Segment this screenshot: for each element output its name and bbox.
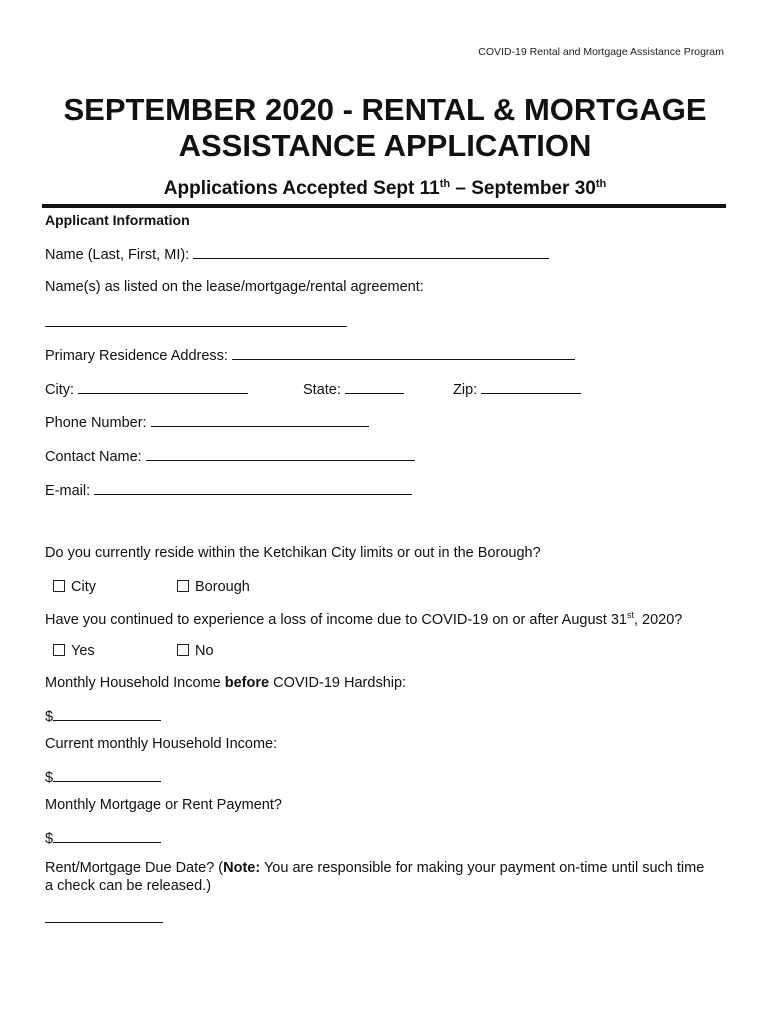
state-row (303, 379, 404, 398)
subtitle-text: Applications Accepted Sept 11 (163, 178, 440, 199)
lease-names-field[interactable] (45, 312, 347, 327)
title-line-2: ASSISTANCE APPLICATION (178, 128, 592, 163)
borough-option-label: Borough (195, 579, 250, 595)
name-field[interactable] (193, 244, 549, 259)
name-row (45, 244, 549, 263)
income-current-row (45, 767, 161, 786)
payment-label: Monthly Mortgage or Rent Payment? (45, 797, 282, 813)
yes-checkbox[interactable] (53, 644, 65, 656)
title-line-1: SEPTEMBER 2020 - RENTAL & MORTGAGE (63, 92, 707, 127)
income-current-label: Current monthly Household Income: (45, 736, 278, 752)
yes-option[interactable] (53, 643, 95, 659)
phone-row (45, 412, 369, 431)
lease-names-label: Name(s) as listed on the lease/mortgage/rental agreement: (45, 279, 424, 295)
no-option-label: No (195, 643, 214, 659)
income-current-field[interactable] (53, 767, 161, 782)
residence-question: Do you currently reside within the Ketchikan City limits or out in the Borough? (45, 545, 541, 561)
due-date-row (45, 908, 163, 927)
state-label: State: (303, 382, 341, 398)
income-loss-question (45, 610, 682, 628)
income-loss-text: Have you continued to experience a loss of income due to COVID-19 on or after August 31 (45, 612, 627, 628)
phone-label: Phone Number: (45, 415, 147, 431)
address-label: Primary Residence Address: (45, 348, 228, 364)
city-option[interactable] (53, 579, 96, 595)
income-before-field[interactable] (53, 706, 161, 721)
subtitle-sup-2: th (595, 178, 607, 190)
due-date-field[interactable] (45, 908, 163, 923)
address-row (45, 345, 575, 364)
email-field[interactable] (94, 480, 412, 495)
income-loss-sup: st (626, 610, 634, 620)
payment-row (45, 828, 161, 847)
yes-option-label: Yes (71, 643, 95, 659)
section-divider (42, 204, 726, 208)
lease-names-row (45, 312, 347, 331)
application-window-subtitle (0, 178, 770, 200)
borough-option[interactable] (177, 579, 250, 595)
zip-row (453, 379, 581, 398)
due-date-label (45, 859, 715, 895)
email-row (45, 480, 412, 499)
no-option[interactable] (177, 643, 214, 659)
name-label: Name (Last, First, MI): (45, 247, 190, 263)
payment-field[interactable] (53, 828, 161, 843)
currency-symbol: $ (45, 770, 54, 786)
due-date-text: Rent/Mortgage Due Date? ( (45, 860, 224, 876)
contact-row (45, 446, 415, 465)
no-checkbox[interactable] (177, 644, 189, 656)
address-field[interactable] (232, 345, 575, 360)
contact-field[interactable] (146, 446, 415, 461)
zip-field[interactable] (481, 379, 581, 394)
phone-field[interactable] (151, 412, 369, 427)
due-date-note: Note: (223, 860, 261, 876)
section-heading: Applicant Information (45, 212, 190, 228)
subtitle-sup-1: th (439, 178, 451, 190)
email-label: E-mail: (45, 483, 91, 499)
due-date-end: You are responsible for making your payment on-time until such time a check can be released.) (45, 860, 705, 894)
city-option-label: City (71, 579, 96, 595)
state-field[interactable] (345, 379, 404, 394)
income-loss-end: , 2020? (633, 612, 683, 628)
currency-symbol: $ (45, 709, 54, 725)
program-header: COVID-19 Rental and Mortgage Assistance Program (478, 46, 724, 58)
zip-label: Zip: (453, 382, 478, 398)
contact-label: Contact Name: (45, 449, 142, 465)
city-checkbox[interactable] (53, 580, 65, 592)
currency-symbol: $ (45, 831, 54, 847)
borough-checkbox[interactable] (177, 580, 189, 592)
city-label: City: (45, 382, 74, 398)
subtitle-mid: – September 30 (450, 178, 596, 199)
city-row (45, 379, 248, 398)
income-before-end: COVID-19 Hardship: (269, 675, 407, 691)
income-before-text: Monthly Household Income (45, 675, 225, 691)
income-before-label (45, 675, 406, 691)
income-before-bold: before (224, 675, 270, 691)
income-before-row (45, 706, 161, 725)
city-field[interactable] (78, 379, 248, 394)
page-title (0, 92, 770, 164)
